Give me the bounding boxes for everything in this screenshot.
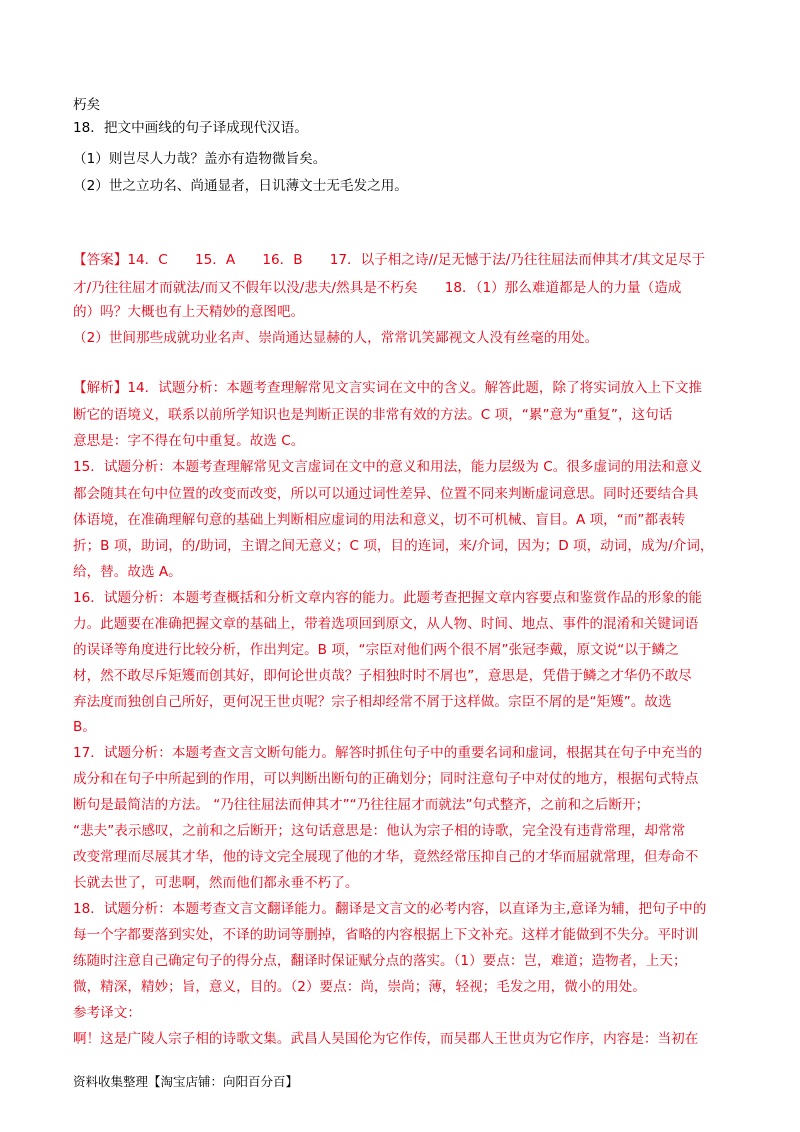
answer-line: 【答案】14．C 15．A 16．B 17．以子相之诗//足无憾于法/乃往往屈法而伸其才/其文足尽于	[73, 252, 706, 268]
analysis-line: 15．试题分析：本题考查理解常见文言虚词在文中的意义和用法，能力层级为 C。很多虚词的用法和意义	[73, 459, 703, 475]
analysis-line: 练随时注意自己确定句子的得分点，翻译时保证赋分点的落实。（1）要点：岂，难道；造物者，上天；	[73, 953, 687, 969]
analysis-line: 长就去世了，可悲啊，然而他们都永垂不朽了。	[73, 875, 359, 891]
question-18-title: 18．把文中画线的句子译成现代汉语。	[73, 120, 308, 136]
analysis-line: 弃法度而独创自己所好，更何况王世贞呢？宗子相却经常不屑于这样做。宗臣不屑的是“矩矱”。故选	[73, 694, 672, 710]
analysis-line: 断它的语境义，联系以前所学知识也是判断正误的非常有效的方法。C 项，“累”意为“重复”，这句话	[73, 407, 673, 423]
analysis-line: 力。此题要在准确把握文章的基础上，带着选项回到原文，从人物、时间、地点、事件的混淆和关键词语	[73, 616, 699, 632]
answer-line: 才/乃往往屈才而就法/而又不假年以没/悲夫/然具是不朽矣 18．（1）那么难道都是人的力量（造成	[73, 280, 682, 296]
analysis-line: “悲夫”表示感叹，之前和之后断开；这句话意思是：他认为宗子相的诗歌，完全没有违背常理，却常常	[73, 823, 686, 839]
analysis-line: 微，精深，精妙；旨，意义，目的。（2）要点：尚，崇尚；薄，轻视；毛发之用，微小的用处。	[73, 979, 646, 995]
question-18-part-2: （2）世之立功名、尚通显者，日讥薄文士无毛发之用。	[73, 178, 408, 194]
question-18-part-1: （1）则岂尽人力哉？盖亦有造物微旨矣。	[73, 151, 327, 167]
page-footer: 资料收集整理【淘宝店铺：向阳百分百】	[73, 1074, 299, 1089]
analysis-line: 16．试题分析：本题考查概括和分析文章内容的能力。此题考查把握文章内容要点和鉴赏作品的形象的能	[73, 590, 703, 606]
analysis-line: 18．试题分析：本题考查文言文翻译能力。翻译是文言文的必考内容，以直译为主,意译为辅，把句子中的	[73, 901, 707, 917]
reference-translation-line: 啊！这是广陵人宗子相的诗歌文集。武昌人吴国伦为它作传，而吴郡人王世贞为它作序，内容是：当初在	[73, 1031, 699, 1047]
analysis-line: 17．试题分析：本题考查文言文断句能力。解答时抓住句子中的重要名词和虚词，根据其在句子中充当的	[73, 745, 703, 761]
analysis-line: 的误译等角度进行比较分析，作出判定。B 项，“宗臣对他们两个很不屑”张冠李戴，原文说“以于鳞之	[73, 642, 679, 658]
answer-line: 的）吗？大概也有上天精妙的意图吧。	[73, 304, 305, 320]
analysis-line: 【解析】14．试题分析：本题考查理解常见文言实词在文中的含义。解答此题，除了将实词放入上下文推	[73, 380, 703, 396]
answer-line: （2）世间那些成就功业名声、崇尚通达显赫的人，常常讥笑鄙视文人没有丝毫的用处。	[73, 330, 599, 346]
reference-translation-title: 参考译文：	[73, 1005, 141, 1021]
analysis-line: 材，然不敢尽斥矩矱而创其好，即何论世贞哉？子相独时时不屑也”，意思是，凭借于鳞之才华仍不敢尽	[73, 668, 692, 684]
analysis-line: 断句是最简洁的方法。 “乃往往屈法而伸其才”“乃往往屈才而就法”句式整齐，之前和之后断开；	[73, 797, 650, 813]
analysis-line: 成分和在句子中所起到的作用，可以判断出断句的正确划分；同时注意句子中对仗的地方，根据句式特点	[73, 771, 699, 787]
analysis-line: 给，替。故选 A。	[73, 564, 182, 580]
analysis-line: B。	[73, 719, 96, 735]
analysis-line: 都会随其在句中位置的改变而改变，所以可以通过词性差异、位置不同来判断虚词意思。同时还要结合具	[73, 486, 699, 502]
analysis-line: 每一个字都要落到实处，不译的助词等删掉，省略的内容根据上下文补充。这样才能做到不失分。平时训	[73, 927, 699, 943]
text-line: 朽矣	[73, 97, 101, 113]
analysis-line: 意思是：字不得在句中重复。故选 C。	[73, 433, 305, 449]
analysis-line: 体语境，在准确理解句意的基础上判断相应虚词的用法和意义，切不可机械、盲目。A 项，“而”都表转	[73, 512, 686, 528]
analysis-line: 折；B 项，助词，的/助词，主谓之间无意义；C 项，目的连词，来/介词，因为；D 项，动词，成为/介词，	[73, 538, 714, 554]
analysis-line: 改变常理而尽展其才华，他的诗文完全展现了他的才华，竟然经常压抑自己的才华而屈就常理，但寿命不	[73, 849, 699, 865]
